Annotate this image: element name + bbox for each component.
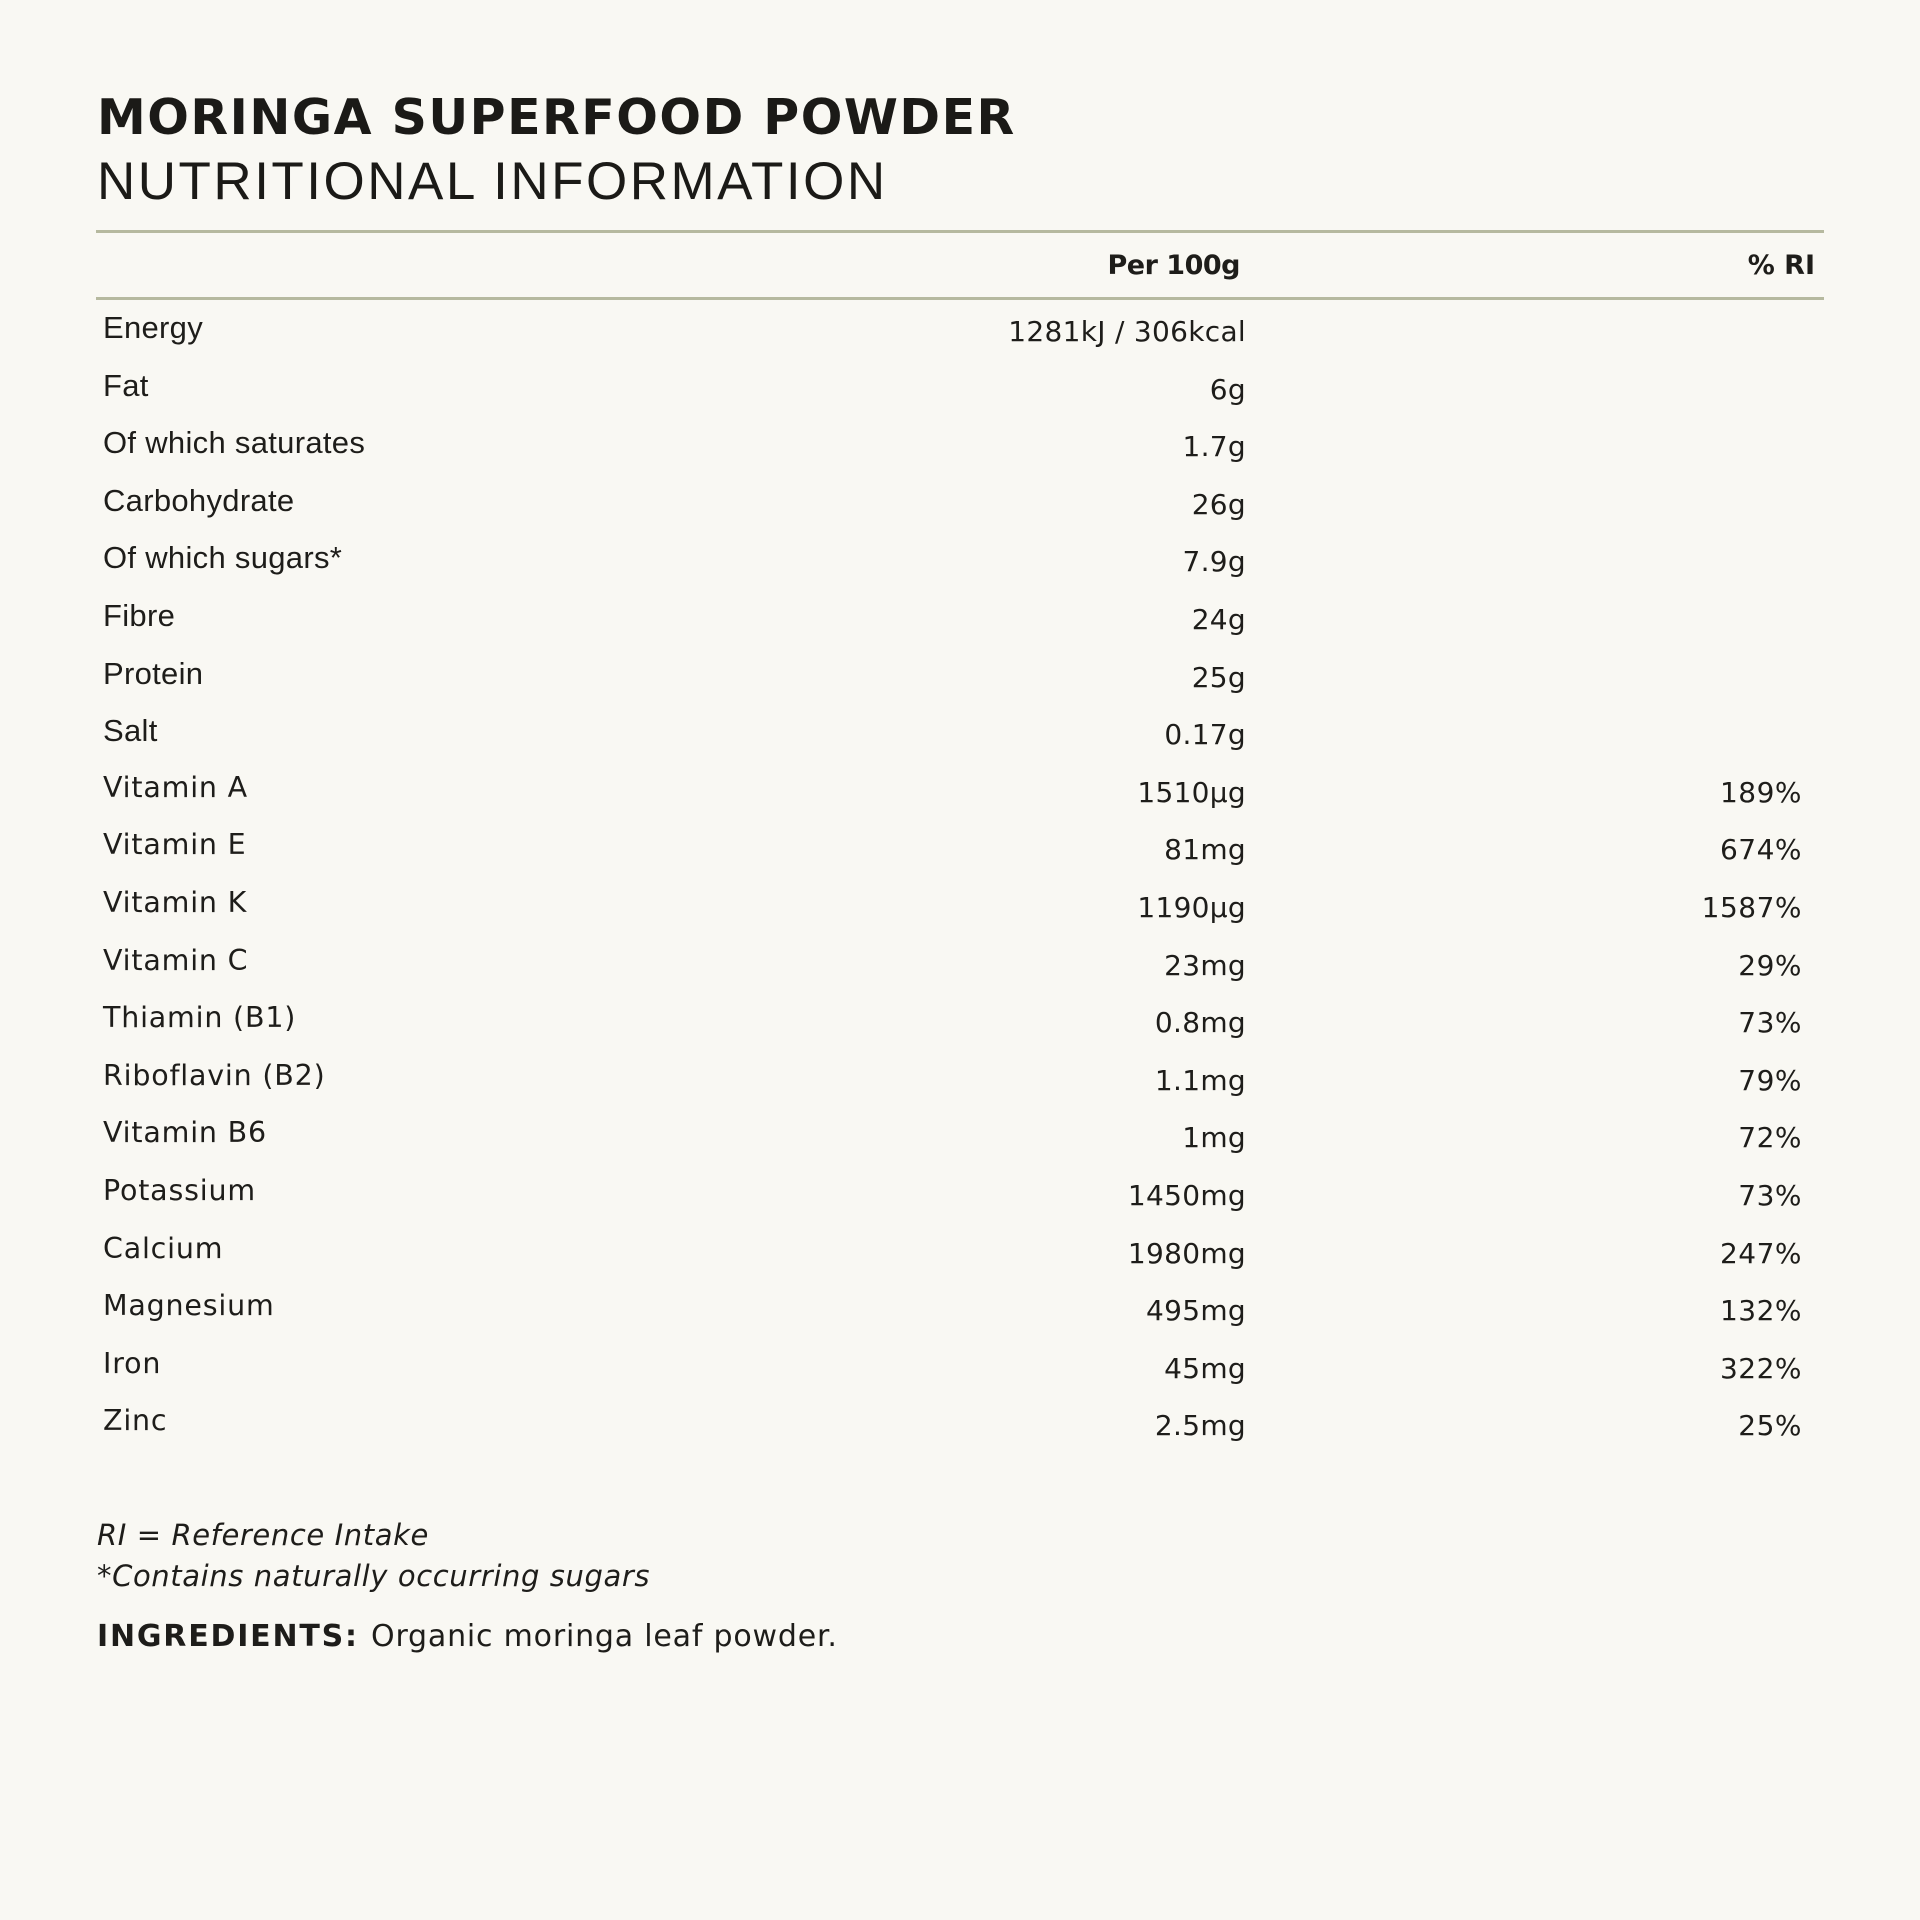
nutrient-name: Of which saturates <box>103 425 366 461</box>
header-divider <box>96 297 1824 300</box>
nutrient-ri: 25% <box>1738 1409 1802 1443</box>
table-row <box>96 880 1824 938</box>
nutrient-name: Energy <box>103 310 204 345</box>
table-row <box>96 1168 1824 1226</box>
table-row <box>96 419 1824 477</box>
column-header-per-100g: Per 100g <box>1107 250 1240 281</box>
product-title: MORINGA SUPERFOOD POWDER <box>97 89 1016 146</box>
nutrient-name: Potassium <box>103 1173 256 1207</box>
nutrient-value: 23mg <box>1164 948 1246 982</box>
nutrient-value: 26g <box>1191 487 1246 521</box>
table-row <box>96 592 1824 650</box>
nutrient-name: Vitamin C <box>103 943 249 977</box>
nutrient-name: Vitamin K <box>103 885 248 919</box>
nutrient-value: 6g <box>1209 372 1246 406</box>
table-row <box>96 938 1824 996</box>
nutrient-value: 1.7g <box>1182 430 1246 464</box>
nutrient-value: 24g <box>1191 602 1246 636</box>
nutrient-ri: 1587% <box>1701 890 1802 924</box>
nutrient-value: 1.1mg <box>1154 1063 1246 1097</box>
ri-definition-note: RI = Reference Intake <box>97 1518 429 1552</box>
nutrient-name: Vitamin B6 <box>103 1116 267 1150</box>
nutrient-value: 45mg <box>1164 1351 1246 1385</box>
sugars-note: *Contains naturally occurring sugars <box>97 1559 651 1593</box>
nutrient-value: 25g <box>1191 660 1246 694</box>
table-row <box>96 477 1824 535</box>
table-row <box>96 822 1824 880</box>
table-row <box>96 650 1824 708</box>
table-row <box>96 707 1824 765</box>
nutrient-value: 2.5mg <box>1154 1409 1246 1443</box>
nutrient-value: 1510µg <box>1137 775 1246 809</box>
nutrient-value: 1190µg <box>1137 890 1246 924</box>
table-row <box>96 1110 1824 1168</box>
table-row <box>96 995 1824 1053</box>
nutrient-name: Fat <box>103 367 149 403</box>
section-subtitle: NUTRITIONAL INFORMATION <box>97 152 888 211</box>
nutrient-value: 81mg <box>1164 833 1246 867</box>
ingredients-line <box>97 1616 838 1657</box>
table-row <box>96 1283 1824 1341</box>
table-row <box>96 534 1824 592</box>
nutrient-name: Salt <box>103 713 158 749</box>
nutrient-ri: 247% <box>1719 1236 1802 1270</box>
table-row <box>96 1398 1824 1456</box>
nutrient-ri: 322% <box>1719 1351 1802 1385</box>
top-divider <box>96 230 1824 233</box>
table-row <box>96 1341 1824 1399</box>
nutrient-value: 1281kJ / 306kcal <box>1008 315 1246 348</box>
nutrient-name: Vitamin A <box>103 770 248 804</box>
nutrient-value: 0.8mg <box>1154 1006 1246 1040</box>
nutrient-value: 1980mg <box>1127 1236 1246 1270</box>
nutrient-ri: 73% <box>1738 1178 1802 1212</box>
nutrient-ri: 674% <box>1719 833 1802 867</box>
nutrient-value: 0.17g <box>1164 718 1246 752</box>
nutrient-ri: 132% <box>1719 1294 1802 1328</box>
nutrient-value: 7.9g <box>1182 545 1246 579</box>
ingredients-label: INGREDIENTS <box>97 1619 346 1654</box>
nutrient-name: Zinc <box>103 1404 168 1438</box>
table-row <box>96 304 1824 362</box>
nutrient-name: Riboflavin (B2) <box>103 1058 326 1092</box>
nutrient-name: Protein <box>103 655 204 691</box>
table-row <box>96 1226 1824 1284</box>
nutrient-name: Of which sugars* <box>103 540 343 576</box>
nutrient-name: Vitamin E <box>103 828 247 862</box>
nutrient-name: Thiamin (B1) <box>103 1001 297 1035</box>
footnotes <box>97 1515 650 1597</box>
nutrient-name: Magnesium <box>103 1289 275 1323</box>
nutrient-ri: 72% <box>1738 1121 1802 1155</box>
nutrient-ri: 29% <box>1738 948 1802 982</box>
table-row <box>96 765 1824 823</box>
table-row <box>96 362 1824 420</box>
table-row <box>96 1053 1824 1111</box>
nutrient-ri: 73% <box>1738 1006 1802 1040</box>
ingredients-text: Organic moringa leaf powder. <box>371 1619 838 1654</box>
nutrient-name: Iron <box>103 1346 162 1380</box>
nutrient-ri: 79% <box>1738 1063 1802 1097</box>
nutrient-value: 1450mg <box>1127 1178 1246 1212</box>
nutrient-name: Calcium <box>103 1231 224 1265</box>
table-header <box>96 246 1824 286</box>
ingredients-colon: : <box>345 1619 358 1654</box>
nutrient-value: 1mg <box>1182 1121 1246 1155</box>
nutrient-ri: 189% <box>1719 775 1802 809</box>
nutrient-name: Carbohydrate <box>103 482 295 518</box>
column-header-ri: % RI <box>1747 250 1815 281</box>
nutrition-table <box>96 304 1824 1456</box>
nutrient-value: 495mg <box>1146 1294 1246 1328</box>
nutrient-name: Fibre <box>103 597 176 633</box>
